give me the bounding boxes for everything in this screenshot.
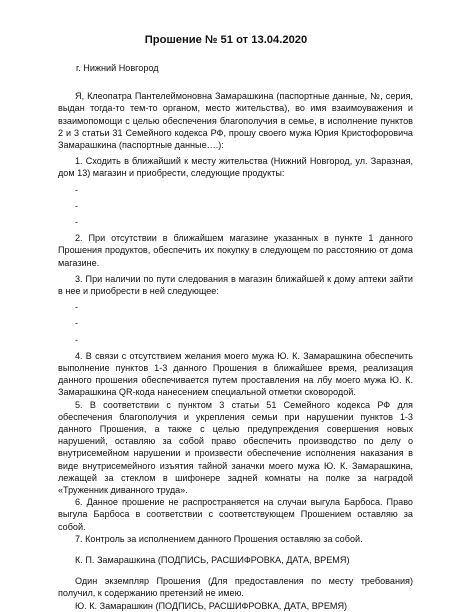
copy-received-note: Один экземпляр Прошения (Для предоставления по месту требования) получил, к содержанию претензий не имею. [58, 576, 413, 599]
list-item: - [75, 217, 79, 227]
item-6: 6. Данное прошение не распространяется на случаи выгула Барбоса. Право выгула Барбоса в соответствии с соответствующем Прошением оставляю за собой. [58, 497, 413, 532]
intro-paragraph: Я, Клеопатра Пантелеймоновна Замарашкина (паспортные данные, №, серия, выдан тогда-то тем-то органом, место жительства), во имя взаимоуважения и взаимопомощи с целью обеспечения благополучия в семье, в исполнение пунктов 2 и 3 статьи 31 Семейного кодекса РФ, прошу своего мужа Юрия Кристофоровича Замарашкина (паспортные данные….): [58, 91, 413, 151]
item-4: 4. В связи с отсутствием желания моего мужа Ю. К. Замарашкина обеспечить выполнение пунктов 1-3 данного Прошения в ближайшее время, реализация данного прошения обеспечивается путем проставления на лбу моего мужа Ю. К. Замарашкина QR-кода нанесением специальной отметки сковородой. [58, 350, 413, 398]
item-3: 3. При наличии по пути следования в магазин ближайшей к дому аптеки зайти в нее и приобрести в ней следующее: [58, 273, 413, 296]
signature-wife: К. П. Замарашкина (ПОДПИСЬ, РАСШИФРОВКА, ДАТА, ВРЕМЯ) [75, 555, 350, 566]
list-item: - [75, 302, 79, 313]
item-1: 1. Сходить в ближайший к месту жительства (Нижний Новгород, ул. Заразная, дом 13) магазин и приобрести, следующие продукты: [58, 156, 413, 179]
item-7: 7. Контроль за исполнением данного Прошения оставляю за собой. [75, 533, 363, 544]
item-5: 5. В соответствии с пунктом 3 статьи 51 Семейного кодекса РФ для обеспечения благополучия и укрепления семьи при нарушении пунктов 1-3 данного Прошения, а также с целью предупреждения совершения новых нарушений, оставляю за собой право обеспечить производство по делу о внутрисемейном нарушении и произвести обеспечение исполнения наказания в виде внутрисемейного изъятия тайной заначки моего мужа Ю. К. Замарашкина, лежащей за стеклом в шифонере задней комнаты на полке за наградой «Труженник диванного труда». [58, 399, 413, 495]
document-title: Прошение № 51 от 13.04.2020 [144, 34, 308, 46]
document-body [58, 62, 413, 612]
list-item: - [75, 200, 79, 211]
list-item: - [75, 334, 79, 345]
item-2: 2. При отсутствии в ближайшем магазине указанных в пункте 1 данного Прошения продуктов, обеспечить их покупку в следующем по расстоянию от дома магазине. [58, 233, 413, 268]
list-item: - [75, 184, 79, 195]
signature-husband: Ю. К. Замарашкин (ПОДПИСЬ, РАСШИФРОВКА, ДАТА, ВРЕМЯ) [75, 600, 348, 611]
city-line: г. Нижний Новгород [76, 63, 159, 73]
list-item: - [75, 318, 79, 329]
